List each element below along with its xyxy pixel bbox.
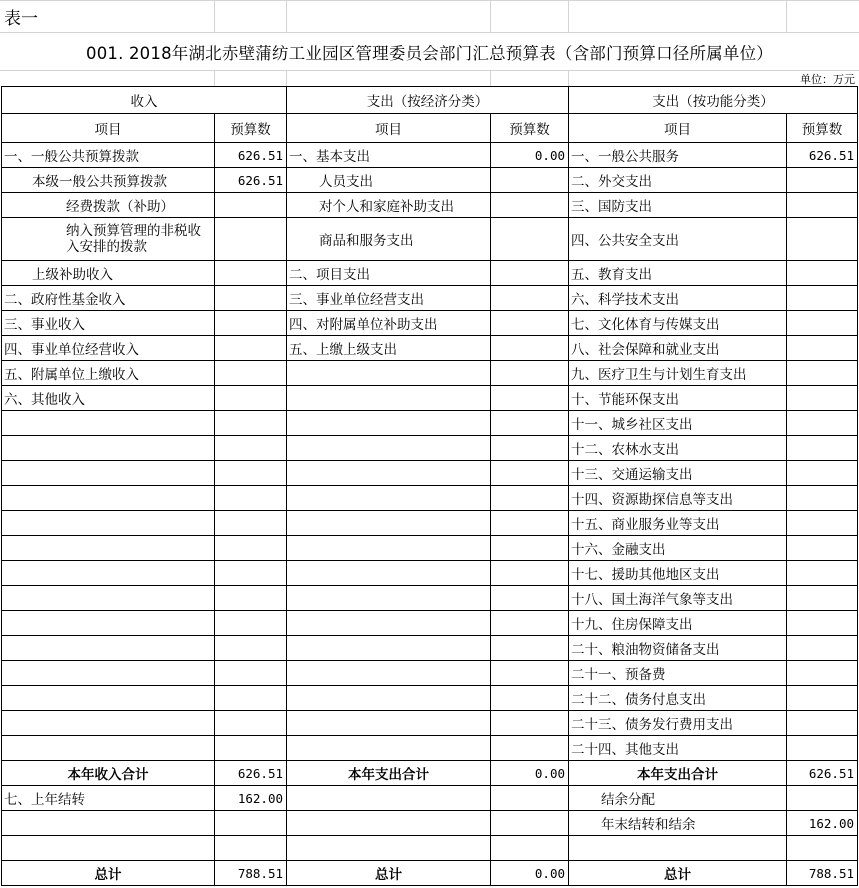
- income-amount-cell: [215, 636, 287, 661]
- econ-amount-cell: [491, 586, 569, 611]
- func-amount-cell: [787, 461, 858, 486]
- econ-amount-cell: [491, 436, 569, 461]
- header-income: 收入: [2, 87, 287, 114]
- income-item-cell: [2, 636, 215, 661]
- econ-amount-cell: [491, 168, 569, 193]
- income-item-cell: 五、附属单位上缴收入: [2, 361, 215, 386]
- econ-item-cell: 一、基本支出: [287, 143, 491, 168]
- income-amount-cell: [215, 218, 287, 261]
- func-amount-cell: [787, 536, 858, 561]
- income-amount-cell: 626.51: [215, 168, 287, 193]
- income-item-cell: 二、政府性基金收入: [2, 286, 215, 311]
- total-func-label: 本年支出合计: [569, 761, 787, 786]
- econ-item-cell: [287, 461, 491, 486]
- table-row: [2, 661, 858, 686]
- func-amount-cell: [787, 436, 858, 461]
- econ-amount-cell: [491, 711, 569, 736]
- income-amount-cell: [215, 193, 287, 218]
- econ-amount-cell: [491, 361, 569, 386]
- header-func-item: 项目: [569, 114, 787, 143]
- income-item-cell: [2, 736, 215, 761]
- econ-empty-cell: [287, 811, 491, 836]
- table-row: [2, 611, 858, 636]
- table-row: [2, 143, 858, 168]
- budget-table: [1, 86, 858, 886]
- table-row: [2, 261, 858, 286]
- econ-item-cell: [287, 711, 491, 736]
- income-amount-cell: [215, 436, 287, 461]
- income-item-cell: 经费拨款（补助）: [2, 193, 215, 218]
- econ-item-cell: [287, 736, 491, 761]
- func-amount-cell: [787, 336, 858, 361]
- income-amount-cell: [215, 686, 287, 711]
- econ-amount-cell: [491, 411, 569, 436]
- header-income-amount: 预算数: [215, 114, 287, 143]
- table-row: [2, 561, 858, 586]
- header-func: 支出（按功能分类）: [569, 87, 858, 114]
- econ-amount-cell: 0.00: [491, 143, 569, 168]
- income-amount-cell: [215, 611, 287, 636]
- func-amount-cell: [787, 286, 858, 311]
- total-econ-value: 0.00: [491, 761, 569, 786]
- func-item-cell: 八、社会保障和就业支出: [569, 336, 787, 361]
- income-item-cell: [2, 536, 215, 561]
- func-item-cell: 一、一般公共服务: [569, 143, 787, 168]
- func-item-cell: 十八、国土海洋气象等支出: [569, 586, 787, 611]
- econ-amount-cell: [491, 636, 569, 661]
- income-item-cell: [2, 586, 215, 611]
- income-amount-cell: [215, 461, 287, 486]
- income-amount-cell: [215, 486, 287, 511]
- income-amount-cell: [215, 536, 287, 561]
- func-item-cell: 十、节能环保支出: [569, 386, 787, 411]
- table-row: [2, 686, 858, 711]
- func-amount-cell: [787, 193, 858, 218]
- econ-item-cell: [287, 586, 491, 611]
- econ-amount-cell: [491, 193, 569, 218]
- econ-empty-cell: [287, 786, 491, 811]
- total-econ-label: 本年支出合计: [287, 761, 491, 786]
- econ-amount-cell: [491, 311, 569, 336]
- func-amount-cell: [787, 636, 858, 661]
- func-amount-cell: [787, 261, 858, 286]
- econ-item-cell: 人员支出: [287, 168, 491, 193]
- income-item-cell: [2, 511, 215, 536]
- table-row: [2, 636, 858, 661]
- income-amount-cell: [215, 561, 287, 586]
- grand-income-value: 788.51: [215, 861, 287, 886]
- table-row: [2, 386, 858, 411]
- econ-amount-cell: [491, 511, 569, 536]
- econ-amount-cell: [491, 561, 569, 586]
- income-amount-cell: [215, 361, 287, 386]
- table-row: [2, 711, 858, 736]
- econ-amount-cell: [491, 286, 569, 311]
- func-amount-cell: [787, 611, 858, 636]
- econ-item-cell: [287, 686, 491, 711]
- econ-empty-value: [491, 786, 569, 811]
- econ-amount-cell: [491, 661, 569, 686]
- econ-amount-cell: [491, 336, 569, 361]
- econ-item-cell: 对个人和家庭补助支出: [287, 193, 491, 218]
- table-row: [2, 536, 858, 561]
- table-row: [2, 218, 858, 261]
- func-item-cell: 十六、金融支出: [569, 536, 787, 561]
- econ-amount-cell: [491, 218, 569, 261]
- func-amount-cell: [787, 218, 858, 261]
- income-amount-cell: [215, 311, 287, 336]
- end-balance-row: [2, 811, 858, 836]
- func-item-cell: 十九、住房保障支出: [569, 611, 787, 636]
- func-item-cell: 十四、资源勘探信息等支出: [569, 486, 787, 511]
- income-empty-cell: [2, 836, 215, 861]
- econ-amount-cell: [491, 536, 569, 561]
- table-row: [2, 311, 858, 336]
- econ-item-cell: [287, 386, 491, 411]
- func-empty-value: [787, 836, 858, 861]
- econ-empty-value: [491, 836, 569, 861]
- table-row: [2, 461, 858, 486]
- income-item-cell: [2, 436, 215, 461]
- econ-item-cell: 四、对附属单位补助支出: [287, 311, 491, 336]
- income-item-cell: 本级一般公共预算拨款: [2, 168, 215, 193]
- table-row: [2, 168, 858, 193]
- income-item-cell: [2, 661, 215, 686]
- header-row-groups: [2, 87, 858, 114]
- income-amount-cell: [215, 336, 287, 361]
- func-item-cell: 三、国防支出: [569, 193, 787, 218]
- table-row: [2, 586, 858, 611]
- table-row: [2, 286, 858, 311]
- func-amount-cell: [787, 561, 858, 586]
- econ-item-cell: [287, 661, 491, 686]
- income-amount-cell: [215, 711, 287, 736]
- income-amount-cell: [215, 386, 287, 411]
- func-amount-cell: [787, 586, 858, 611]
- income-item-cell: 上级补助收入: [2, 261, 215, 286]
- income-item-cell: 六、其他收入: [2, 386, 215, 411]
- table-row: [2, 511, 858, 536]
- sheet-tag: 表一: [4, 9, 38, 29]
- func-amount-cell: [787, 168, 858, 193]
- func-item-cell: 二十、粮油物资储备支出: [569, 636, 787, 661]
- func-item-cell: 二十二、债务付息支出: [569, 686, 787, 711]
- func-item-cell: 六、科学技术支出: [569, 286, 787, 311]
- func-empty-cell: [569, 836, 787, 861]
- func-amount-cell: [787, 686, 858, 711]
- econ-empty-cell: [287, 836, 491, 861]
- end-balance-label: 年末结转和结余: [569, 811, 787, 836]
- func-item-cell: 二、外交支出: [569, 168, 787, 193]
- carry-label: 七、上年结转: [2, 786, 215, 811]
- grand-total-row: [2, 861, 858, 886]
- income-empty-value: [215, 811, 287, 836]
- income-empty-value: [215, 836, 287, 861]
- econ-amount-cell: [491, 736, 569, 761]
- econ-item-cell: [287, 361, 491, 386]
- func-amount-cell: [787, 486, 858, 511]
- end-balance-value: 162.00: [787, 811, 858, 836]
- income-item-cell: 纳入预算管理的非税收入安排的拨款: [2, 218, 215, 261]
- header-econ: 支出（按经济分类）: [287, 87, 569, 114]
- income-amount-cell: [215, 261, 287, 286]
- econ-item-cell: [287, 536, 491, 561]
- func-item-cell: 五、教育支出: [569, 261, 787, 286]
- total-income-value: 626.51: [215, 761, 287, 786]
- econ-item-cell: [287, 611, 491, 636]
- income-amount-cell: 626.51: [215, 143, 287, 168]
- func-item-cell: 二十三、债务发行费用支出: [569, 711, 787, 736]
- grand-income-label: 总计: [2, 861, 215, 886]
- grand-func-label: 总计: [569, 861, 787, 886]
- income-empty-cell: [2, 811, 215, 836]
- carry-row: [2, 786, 858, 811]
- econ-item-cell: [287, 561, 491, 586]
- econ-item-cell: 五、上缴上级支出: [287, 336, 491, 361]
- func-item-cell: 九、医疗卫生与计划生育支出: [569, 361, 787, 386]
- income-amount-cell: [215, 511, 287, 536]
- func-item-cell: 四、公共安全支出: [569, 218, 787, 261]
- func-amount-cell: [787, 711, 858, 736]
- func-amount-cell: [787, 311, 858, 336]
- alloc-value: [787, 786, 858, 811]
- header-econ-item: 项目: [287, 114, 491, 143]
- func-item-cell: 十五、商业服务业等支出: [569, 511, 787, 536]
- table-row: [2, 361, 858, 386]
- func-amount-cell: [787, 661, 858, 686]
- func-amount-cell: [787, 511, 858, 536]
- econ-amount-cell: [491, 261, 569, 286]
- income-amount-cell: [215, 411, 287, 436]
- func-amount-cell: [787, 411, 858, 436]
- income-amount-cell: [215, 661, 287, 686]
- income-amount-cell: [215, 586, 287, 611]
- func-amount-cell: [787, 386, 858, 411]
- income-item-cell: [2, 461, 215, 486]
- econ-item-cell: [287, 411, 491, 436]
- econ-item-cell: [287, 436, 491, 461]
- header-econ-amount: 预算数: [491, 114, 569, 143]
- income-item-cell: [2, 486, 215, 511]
- header-row-columns: [2, 114, 858, 143]
- income-item-cell: 四、事业单位经营收入: [2, 336, 215, 361]
- econ-empty-value: [491, 811, 569, 836]
- income-item-cell: 一、一般公共预算拨款: [2, 143, 215, 168]
- func-item-cell: 十一、城乡社区支出: [569, 411, 787, 436]
- econ-item-cell: 二、项目支出: [287, 261, 491, 286]
- func-item-cell: 二十四、其他支出: [569, 736, 787, 761]
- table-row: [2, 336, 858, 361]
- totals-row: [2, 761, 858, 786]
- income-item-cell: [2, 411, 215, 436]
- func-item-cell: 十二、农林水支出: [569, 436, 787, 461]
- func-amount-cell: [787, 736, 858, 761]
- econ-amount-cell: [491, 386, 569, 411]
- carry-value: 162.00: [215, 786, 287, 811]
- income-item-cell: [2, 561, 215, 586]
- econ-amount-cell: [491, 461, 569, 486]
- func-item-cell: 十七、援助其他地区支出: [569, 561, 787, 586]
- table-row: [2, 486, 858, 511]
- table-row: [2, 436, 858, 461]
- func-item-cell: 七、文化体育与传媒支出: [569, 311, 787, 336]
- income-amount-cell: [215, 286, 287, 311]
- econ-item-cell: 三、事业单位经营支出: [287, 286, 491, 311]
- econ-item-cell: [287, 486, 491, 511]
- grand-econ-value: 0.00: [491, 861, 569, 886]
- page-title: 001. 2018年湖北赤壁蒲纺工业园区管理委员会部门汇总预算表（含部门预算口径所属单位）: [86, 44, 773, 63]
- blank-row: [2, 836, 858, 861]
- econ-item-cell: [287, 511, 491, 536]
- unit-label: 单位：万元: [800, 73, 855, 86]
- header-func-amount: 预算数: [787, 114, 858, 143]
- func-amount-cell: [787, 361, 858, 386]
- income-item-cell: [2, 611, 215, 636]
- income-amount-cell: [215, 736, 287, 761]
- income-item-cell: 三、事业收入: [2, 311, 215, 336]
- econ-amount-cell: [491, 486, 569, 511]
- table-row: [2, 193, 858, 218]
- income-item-cell: [2, 686, 215, 711]
- grand-func-value: 788.51: [787, 861, 858, 886]
- table-row: [2, 736, 858, 761]
- total-income-label: 本年收入合计: [2, 761, 215, 786]
- func-item-cell: 二十一、预备费: [569, 661, 787, 686]
- income-item-cell: [2, 711, 215, 736]
- econ-item-cell: 商品和服务支出: [287, 218, 491, 261]
- func-amount-cell: 626.51: [787, 143, 858, 168]
- func-item-cell: 十三、交通运输支出: [569, 461, 787, 486]
- header-income-item: 项目: [2, 114, 215, 143]
- table-row: [2, 411, 858, 436]
- econ-item-cell: [287, 636, 491, 661]
- econ-amount-cell: [491, 686, 569, 711]
- alloc-label: 结余分配: [569, 786, 787, 811]
- econ-amount-cell: [491, 611, 569, 636]
- grand-econ-label: 总计: [287, 861, 491, 886]
- total-func-value: 626.51: [787, 761, 858, 786]
